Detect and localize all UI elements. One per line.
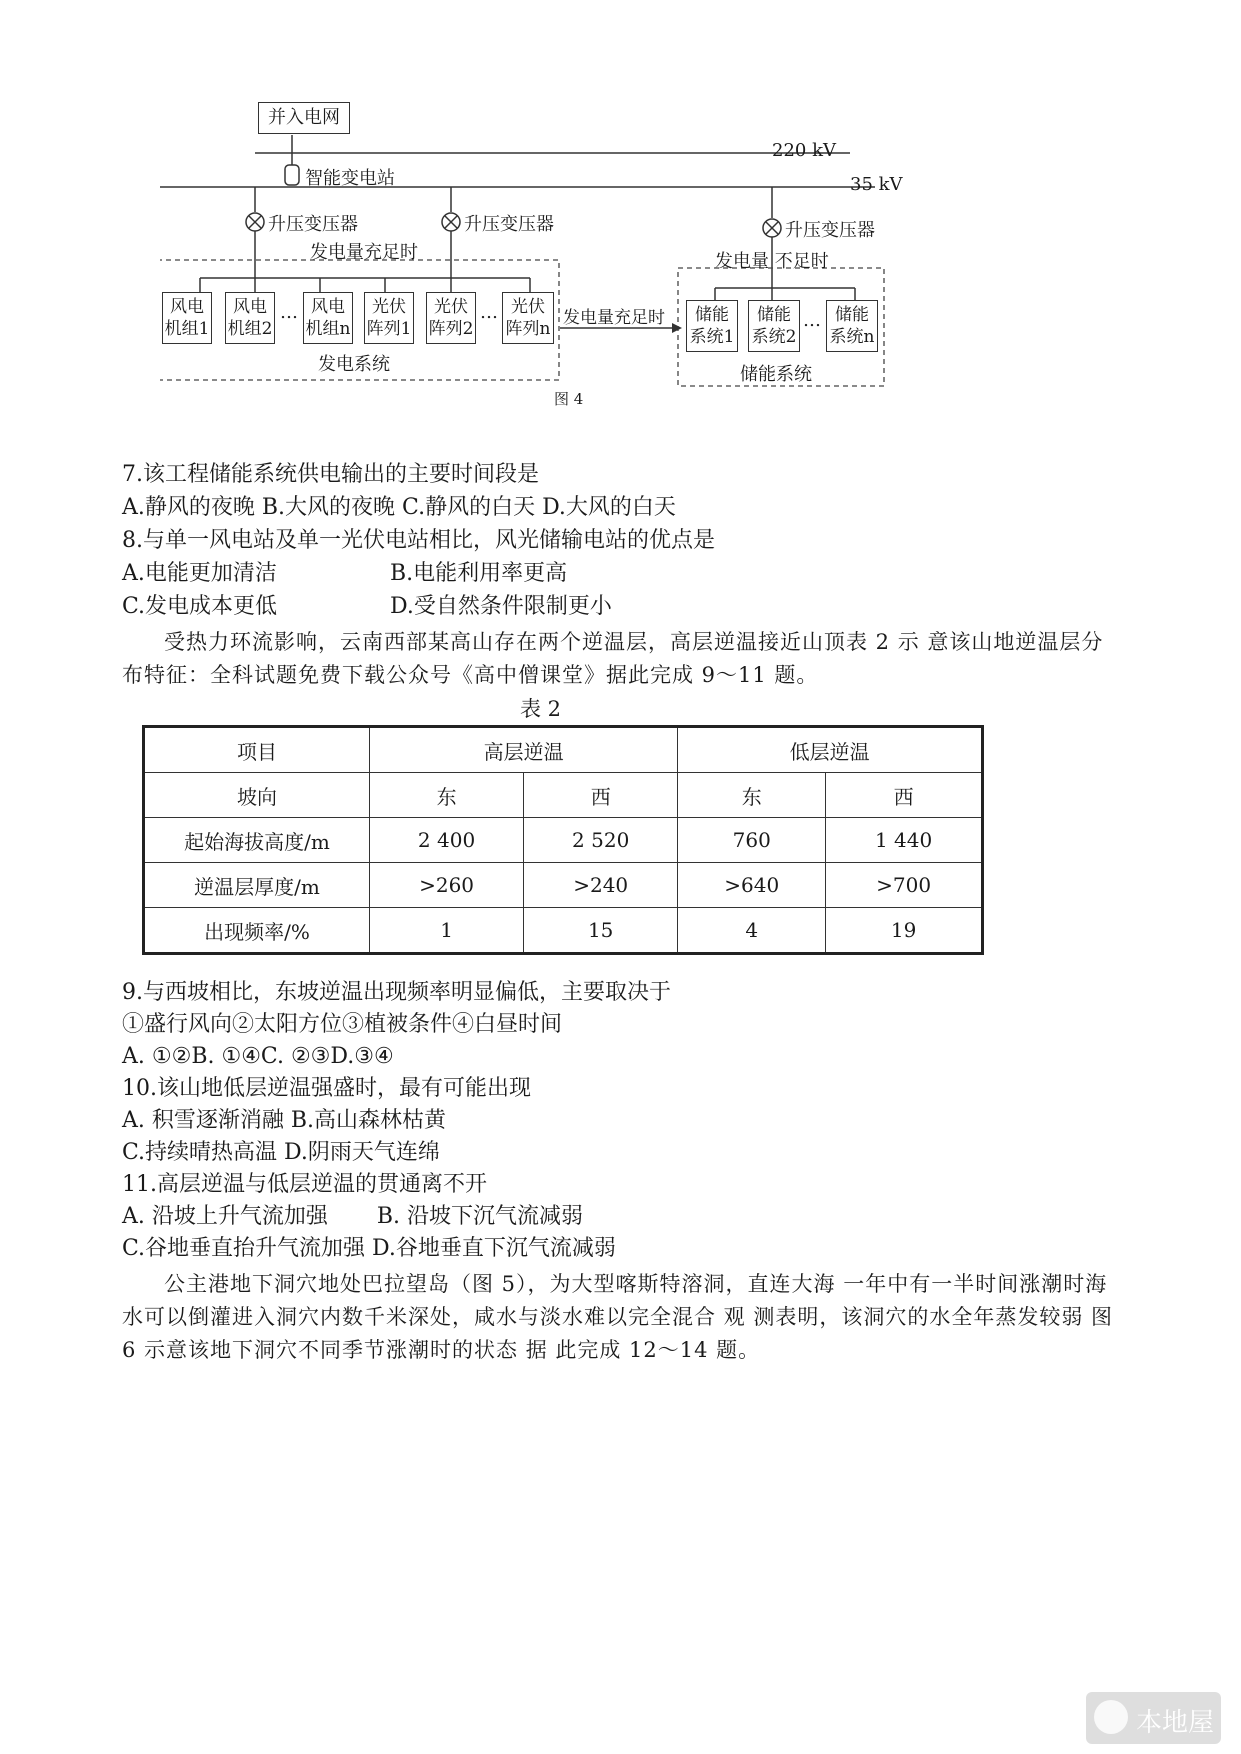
q9-options: A. ①②B. ①④C. ②③D.③④ bbox=[122, 1044, 394, 1069]
header-east: 东 bbox=[678, 773, 826, 818]
table-cell: 15 bbox=[524, 908, 678, 954]
table-cell: 1 bbox=[370, 908, 524, 954]
gen-unit-wind-1: 风电机组1 bbox=[162, 292, 212, 344]
house-icon bbox=[1094, 1700, 1128, 1734]
q11-options-cd: C.谷地垂直抬升气流加强 D.谷地垂直下沉气流减弱 bbox=[122, 1236, 616, 1261]
table-cell: 2 400 bbox=[370, 818, 524, 863]
table-title: 表 2 bbox=[520, 697, 562, 721]
header-low-inversion: 低层逆温 bbox=[678, 727, 983, 773]
ellipsis-wind: … bbox=[280, 302, 298, 323]
table-cell: 760 bbox=[678, 818, 826, 863]
watermark-text: 本地屋 bbox=[1136, 1708, 1215, 1738]
q7-options: A.静风的夜晚 B.大风的夜晚 C.静风的白天 D.大风的白天 bbox=[122, 495, 676, 520]
table-cell: 19 bbox=[826, 908, 983, 954]
table-cell: >700 bbox=[826, 863, 983, 908]
gen-unit-pv-1: 光伏阵列1 bbox=[364, 292, 414, 344]
q8-option-a: A.电能更加清洁 bbox=[122, 561, 277, 586]
ellipsis-storage: … bbox=[803, 310, 821, 331]
storage-unit-n: 储能系统n bbox=[826, 300, 878, 352]
table-cell: 2 520 bbox=[524, 818, 678, 863]
label-transformer-3: 升压变压器 bbox=[785, 220, 875, 241]
gen-unit-pv-2: 光伏阵列2 bbox=[426, 292, 476, 344]
label-35kv: 35 kV bbox=[850, 174, 903, 195]
table-cell: >260 bbox=[370, 863, 524, 908]
label-sufficient-arrow: 发电量充足时 bbox=[563, 308, 665, 328]
q8-option-b: B.电能利用率更高 bbox=[390, 561, 568, 586]
row-label: 出现频率/% bbox=[144, 908, 370, 954]
q10-options-cd: C.持续晴热高温 D.阴雨天气连绵 bbox=[122, 1140, 440, 1165]
passage-cave: 公主港地下洞穴地处巴拉望岛（图 5），为大型喀斯特溶洞，直连大海 一年中有一半时间涨潮时海水可以倒灌进入洞穴内数千米深处，咸水与淡水难以完全混合 观 测表明，该洞穴的水全年蒸发较弱 图 6 示意该地下洞穴不同季节涨潮时的状态 据 此完成 12～14 题。 bbox=[122, 1272, 1114, 1362]
gen-unit-pv-n: 光伏阵列n bbox=[502, 292, 554, 344]
label-gen-system: 发电系统 bbox=[318, 354, 390, 375]
header-slope: 坡向 bbox=[144, 773, 370, 818]
header-west: 西 bbox=[524, 773, 678, 818]
label-substation: 智能变电站 bbox=[305, 168, 395, 189]
table-cell: 1 440 bbox=[826, 818, 983, 863]
row-label: 起始海拔高度/m bbox=[144, 818, 370, 863]
q9-stem: 9.与西坡相比，东坡逆温出现频率明显偏低，主要取决于 bbox=[122, 980, 671, 1005]
q8-option-d: D.受自然条件限制更小 bbox=[390, 594, 612, 619]
q10-options-ab: A. 积雪逐渐消融 B.高山森林枯黄 bbox=[122, 1108, 447, 1133]
header-east: 东 bbox=[370, 773, 524, 818]
q8-option-c: C.发电成本更低 bbox=[122, 594, 278, 619]
table-cell: 4 bbox=[678, 908, 826, 954]
row-label: 逆温层厚度/m bbox=[144, 863, 370, 908]
header-west: 西 bbox=[826, 773, 983, 818]
table-cell: >240 bbox=[524, 863, 678, 908]
grid-box: 并入电网 bbox=[258, 102, 350, 134]
storage-unit-1: 储能系统1 bbox=[686, 300, 738, 352]
label-insufficient: 发电量 不足时 bbox=[715, 251, 829, 272]
storage-unit-2: 储能系统2 bbox=[748, 300, 800, 352]
q11-options-ab: A. 沿坡上升气流加强 B. 沿坡下沉气流减弱 bbox=[122, 1204, 583, 1229]
header-high-inversion: 高层逆温 bbox=[370, 727, 678, 773]
q8-stem: 8.与单一风电站及单一光伏电站相比，风光储输电站的优点是 bbox=[122, 528, 715, 553]
q11-stem: 11.高层逆温与低层逆温的贯通离不开 bbox=[122, 1172, 487, 1197]
q9-items: ①盛行风向②太阳方位③植被条件④白昼时间 bbox=[122, 1012, 563, 1037]
label-sufficient-top: 发电量充足时 bbox=[310, 242, 418, 263]
watermark-logo bbox=[1086, 1692, 1221, 1744]
header-item: 项目 bbox=[144, 727, 370, 773]
ellipsis-pv: … bbox=[480, 302, 498, 323]
q7-stem: 7.该工程储能系统供电输出的主要时间段是 bbox=[122, 462, 539, 487]
label-220kv: 220 kV bbox=[772, 140, 836, 161]
table-2 bbox=[142, 725, 984, 955]
gen-unit-wind-2: 风电机组2 bbox=[225, 292, 275, 344]
gen-unit-wind-n: 风电机组n bbox=[303, 292, 353, 344]
label-transformer-2: 升压变压器 bbox=[464, 214, 554, 235]
table-row bbox=[144, 818, 983, 863]
figure-caption: 图 4 bbox=[554, 390, 584, 408]
label-storage-system: 储能系统 bbox=[740, 364, 812, 385]
q10-stem: 10.该山地低层逆温强盛时，最有可能出现 bbox=[122, 1076, 531, 1101]
table-row bbox=[144, 863, 983, 908]
table-cell: >640 bbox=[678, 863, 826, 908]
table-row bbox=[144, 908, 983, 954]
label-transformer-1: 升压变压器 bbox=[268, 214, 358, 235]
passage-inversion: 受热力环流影响，云南西部某高山存在两个逆温层，高层逆温接近山顶表 2 示 意该山地逆温层分布特征：全科试题免费下载公众号《高中僧课堂》据此完成 9～11 题。 bbox=[122, 630, 1104, 687]
figure-4-diagram bbox=[160, 107, 1040, 450]
diagram-lines bbox=[160, 110, 1040, 450]
